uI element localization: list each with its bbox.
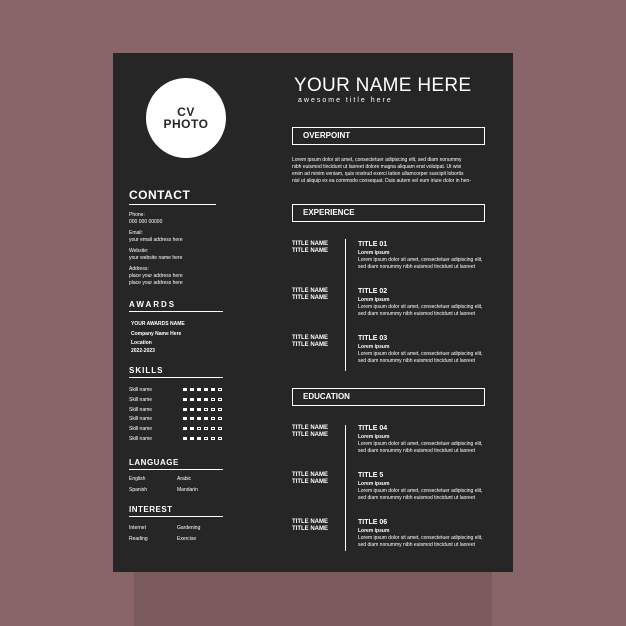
skill-dot [218, 437, 222, 440]
language-item: Spanish [129, 487, 148, 493]
education-entry-left [292, 425, 328, 439]
experience-entry-left [292, 288, 328, 302]
skill-dot [190, 388, 194, 391]
resume-page [113, 53, 513, 572]
entry-title-name: TITLE NAME [292, 342, 328, 348]
skill-dot [190, 417, 194, 420]
entry-description: sed diam nonummy nibh euismod tincidunt ut laoreet [358, 448, 476, 454]
interest-item: Exercise [177, 536, 197, 542]
entry-description: Lorem ipsum dolor sit amet, consectetuer adipiscing elit, [358, 351, 483, 357]
phone-label: Phone: [129, 212, 145, 218]
skills-heading: SKILLS [129, 366, 164, 375]
overpoint-line: enim ad minim veniam, quis nostrud exerci tation ullamcorper suscipit lobortis [292, 171, 464, 177]
education-entry-right [358, 519, 483, 549]
experience-entry-left [292, 241, 328, 255]
entry-title-name: TITLE NAME [292, 288, 328, 294]
phone-value: 000 000 00000 [129, 219, 163, 225]
entry-description: sed diam nonummy nibh euismod tincidunt ut laoreet [358, 311, 476, 317]
skill-dot [197, 398, 201, 401]
education-heading: EDUCATION [292, 388, 485, 406]
skill-dot [211, 398, 215, 401]
skill-row [129, 435, 229, 443]
entry-subtitle: Lorem ipsum [358, 434, 390, 440]
cv-photo [146, 78, 226, 158]
skill-dot [218, 388, 222, 391]
overpoint-line: nibh euismod tincidunt ut laoreet dolore magna aliquam erat volutpat. Ut wisi [292, 164, 462, 170]
entry-subtitle: Lorem ipsum [358, 481, 390, 487]
education-entry-left [292, 472, 328, 486]
skill-dot [197, 408, 201, 411]
entry-description: sed diam nonummy nibh euismod tincidunt ut laoreet [358, 495, 476, 501]
entry-title-name: TITLE NAME [292, 335, 328, 341]
awards-rule [129, 311, 223, 312]
skill-dot [204, 427, 208, 430]
photo-line2: PHOTO [163, 117, 209, 131]
address-label: Address: [129, 266, 149, 272]
skill-dot [204, 437, 208, 440]
skill-dot [204, 408, 208, 411]
skill-dot [197, 437, 201, 440]
skill-dot [183, 427, 187, 430]
contact-address [129, 266, 183, 287]
skills-rule [129, 377, 223, 378]
skill-row [129, 415, 229, 423]
entry-title-name: TITLE NAME [292, 432, 328, 438]
skill-dot [211, 437, 215, 440]
contact-website [129, 248, 182, 262]
skill-dot [218, 408, 222, 411]
skill-dot [190, 437, 194, 440]
language-item: Arabic [177, 476, 192, 482]
photo-line1: CV [177, 105, 195, 119]
entry-description: Lorem ipsum dolor sit amet, consectetuer adipiscing elit, [358, 535, 483, 541]
language-item: Mandarin [177, 487, 198, 493]
experience-entry-right [358, 288, 483, 318]
skill-dot [190, 408, 194, 411]
skill-level [183, 398, 222, 401]
skill-level [183, 417, 222, 420]
experience-entry-left [292, 335, 328, 349]
overpoint-heading: OVERPOINT [292, 127, 485, 145]
awards-years: 2022-2023 [131, 348, 155, 354]
awards-heading: AWARDS [129, 300, 177, 309]
education-divider [345, 425, 346, 551]
entry-title-name: TITLE NAME [292, 248, 328, 254]
interest-item: Internet [129, 525, 146, 531]
contact-heading: CONTACT [129, 188, 191, 202]
entry-description: sed diam nonummy nibh euismod tincidunt ut laoreet [358, 542, 476, 548]
entry-title-name: TITLE NAME [292, 295, 328, 301]
entry-title-name: TITLE NAME [292, 425, 328, 431]
skill-name: Skill name [129, 396, 153, 403]
skill-name: Skill name [129, 436, 153, 442]
entry-subtitle: Lorem ipsum [358, 297, 390, 303]
entry-description: Lorem ipsum dolor sit amet, consectetuer adipiscing elit, [358, 304, 483, 310]
website-value: your website name here [129, 255, 183, 261]
entry-subtitle: Lorem ipsum [358, 344, 390, 350]
interest-item: Reading [129, 536, 148, 542]
skill-dot [218, 398, 222, 401]
skill-dot [183, 408, 187, 411]
entry-title: TITLE 02 [358, 288, 388, 295]
skill-dot [183, 417, 187, 420]
entry-title-name: TITLE NAME [292, 519, 328, 525]
skill-dot [183, 398, 187, 401]
entry-description: Lorem ipsum dolor sit amet, consectetuer adipiscing elit, [358, 488, 483, 494]
address-value: place your address here [129, 273, 183, 279]
education-entry-right [358, 425, 483, 455]
skill-dot [211, 408, 215, 411]
skill-row [129, 406, 229, 414]
resume-name: YOUR NAME HERE [294, 75, 472, 96]
skill-dot [183, 437, 187, 440]
entry-title-name: TITLE NAME [292, 472, 328, 478]
experience-entry-right [358, 335, 483, 365]
skill-dot [190, 427, 194, 430]
skill-level [183, 427, 222, 430]
contact-rule [129, 204, 216, 205]
entry-title-name: TITLE NAME [292, 241, 328, 247]
experience-heading: EXPERIENCE [292, 204, 485, 222]
awards-location: Location [131, 340, 152, 346]
skill-dot [190, 398, 194, 401]
skill-dot [197, 388, 201, 391]
language-rule [129, 469, 223, 470]
entry-title-name: TITLE NAME [292, 479, 328, 485]
skill-dot [204, 417, 208, 420]
website-label: Website: [129, 248, 149, 254]
awards-title: YOUR AWARDS NAME [131, 321, 185, 327]
language-heading: LANGUAGE [129, 458, 179, 467]
experience-divider [345, 239, 346, 371]
education-entry-left [292, 519, 328, 533]
skill-name: Skill name [129, 387, 153, 393]
address-value-2: place your address here [129, 280, 183, 286]
skill-row [129, 425, 229, 433]
entry-description: sed diam nonummy nibh euismod tincidunt ut laoreet [358, 358, 476, 364]
language-item: English [129, 476, 146, 482]
skill-row [129, 386, 229, 394]
page-shadow [134, 572, 492, 626]
skill-dot [218, 427, 222, 430]
skill-dot [211, 427, 215, 430]
interest-item: Gardening [177, 525, 201, 531]
overpoint-line: Lorem ipsum dolor sit amet, consectetuer adipiscing elit, sed diam nonummy [292, 157, 462, 163]
entry-title: TITLE 06 [358, 519, 388, 526]
email-label: Email: [129, 230, 143, 236]
entry-subtitle: Lorem ipsum [358, 250, 390, 256]
entry-description: Lorem ipsum dolor sit amet, consectetuer adipiscing elit, [358, 257, 483, 263]
skill-row [129, 396, 229, 404]
entry-title-name: TITLE NAME [292, 526, 328, 532]
overpoint-text [292, 157, 471, 185]
entry-description: sed diam nonummy nibh euismod tincidunt ut laoreet [358, 264, 476, 270]
resume-subtitle: awesome title here [298, 97, 393, 104]
skill-dot [204, 388, 208, 391]
skill-name: Skill name [129, 406, 153, 413]
entry-description: Lorem ipsum dolor sit amet, consectetuer adipiscing elit, [358, 441, 483, 447]
contact-phone [129, 212, 162, 226]
entry-title: TITLE 5 [358, 472, 384, 479]
awards-company: Company Name Here [131, 331, 182, 337]
skill-dot [183, 388, 187, 391]
skill-dot [211, 388, 215, 391]
skill-dot [218, 417, 222, 420]
skill-level [183, 388, 222, 391]
skill-dot [204, 398, 208, 401]
skill-name: Skill name [129, 426, 153, 433]
experience-entry-right [358, 241, 483, 271]
skill-dot [197, 417, 201, 420]
entry-title: TITLE 01 [358, 241, 388, 248]
overpoint-line: nisl ut aliquip ex ea commodo consequat. Duis autem vel eum iriure dolor in hen- [292, 178, 471, 184]
entry-title: TITLE 04 [358, 425, 388, 432]
skill-dot [211, 417, 215, 420]
skill-level [183, 437, 222, 440]
entry-subtitle: Lorem ipsum [358, 528, 390, 534]
entry-title: TITLE 03 [358, 335, 388, 342]
skill-name: Skill name [129, 416, 153, 423]
interest-rule [129, 516, 223, 517]
skill-level [183, 408, 222, 411]
contact-email [129, 230, 183, 244]
interest-heading: INTEREST [129, 505, 173, 514]
skill-dot [197, 427, 201, 430]
education-entry-right [358, 472, 483, 502]
email-value: your email address here [129, 237, 183, 243]
